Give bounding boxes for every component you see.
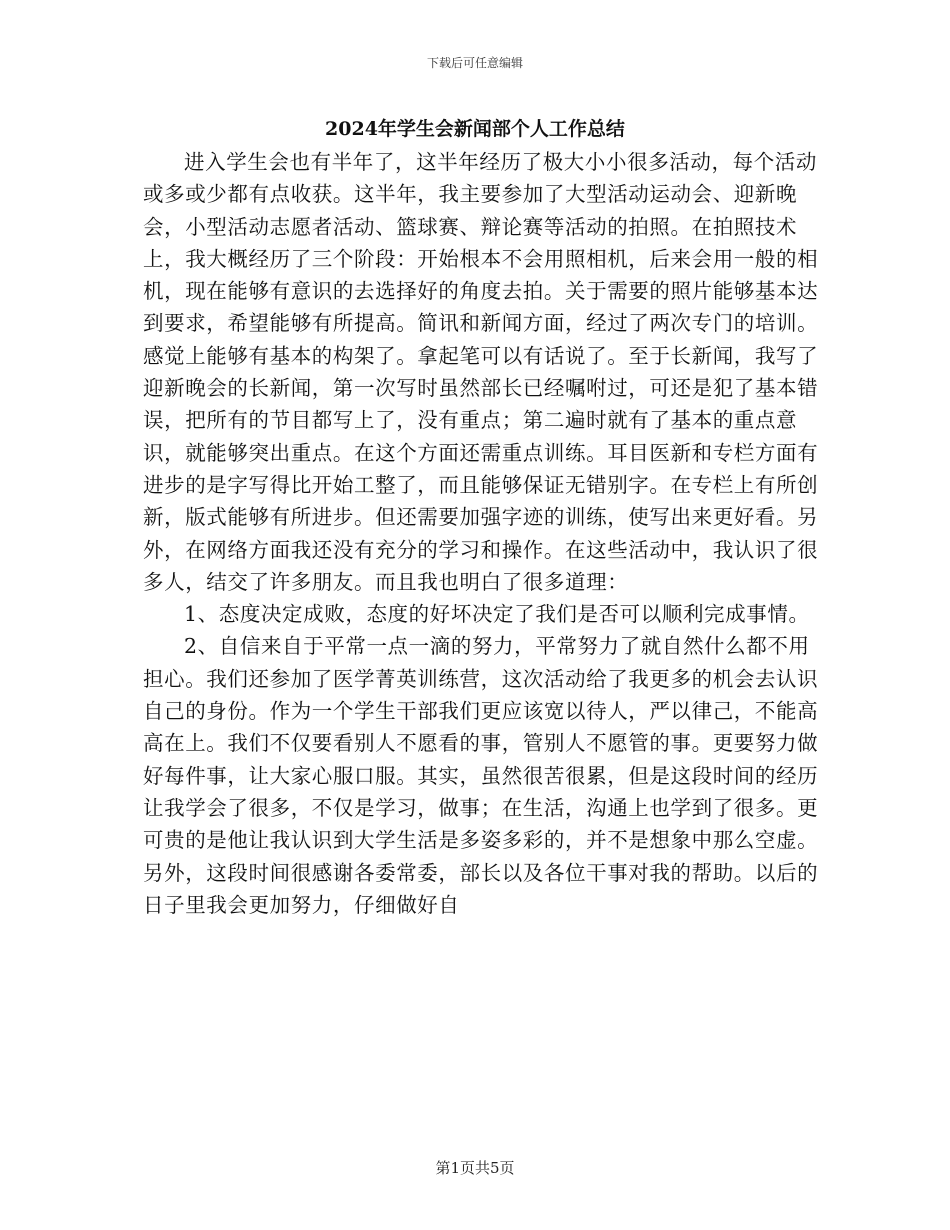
page-number-footer: 第1页共5页: [435, 1159, 515, 1177]
document-body: [143, 146, 823, 921]
body-paragraph-point-2: 2、自信来自于平常一点一滴的努力，平常努力了就自然什么都不用担心。我们还参加了医学菁英训练营，这次活动给了我更多的机会去认识自己的身份。作为一个学生干部我们更应该宽以待人，严以律己，不能高高在上。我们不仅要看别人不愿看的事，管别人不愿管的事。更要努力做好每件事，让大家心服口服。其实，虽然很苦很累，但是这段时间的经历让我学会了很多，不仅是学习，做事；在生活，沟通上也学到了很多。更可贵的是他让我认识到大学生活是多姿多彩的，并不是想象中那么空虚。另外，这段时间很感谢各委常委，部长以及各位干事对我的帮助。以后的日子里我会更加努力，仔细做好自: [143, 634, 819, 917]
document-title: 2024年学生会新闻部个人工作总结: [325, 118, 625, 140]
body-paragraph-intro: 进入学生会也有半年了，这半年经历了极大小小很多活动，每个活动或多或少都有点收获。这半年，我主要参加了大型活动运动会、迎新晚会，小型活动志愿者活动、篮球赛、辩论赛等活动的拍照。在拍照技术上，我大概经历了三个阶段：开始根本不会用照相机，后来会用一般的相机，现在能够有意识的去选择好的角度去拍。关于需要的照片能够基本达到要求，希望能够有所提高。简讯和新闻方面，经过了两次专门的培训。感觉上能够有基本的构架了。拿起笔可以有话说了。至于长新闻，我写了迎新晚会的长新闻，第一次写时虽然部长已经嘱咐过，可还是犯了基本错误，把所有的节目都写上了，没有重点；第二遍时就有了基本的重点意识，就能够突出重点。在这个方面还需重点训练。耳目医新和专栏方面有进步的是字写得比开始工整了，而且能够保证无错别字。在专栏上有所创新，版式能够有所进步。但还需要加强字迹的训练，使写出来更好看。另外，在网络方面我还没有充分的学习和操作。在这些活动中，我认识了很多人，结交了许多朋友。而且我也明白了很多道理：: [143, 150, 819, 594]
page-header-note: 下载后可任意编辑: [426, 56, 523, 70]
body-paragraph-point-1: 1、态度决定成败，态度的好坏决定了我们是否可以顺利完成事情。: [184, 602, 810, 627]
